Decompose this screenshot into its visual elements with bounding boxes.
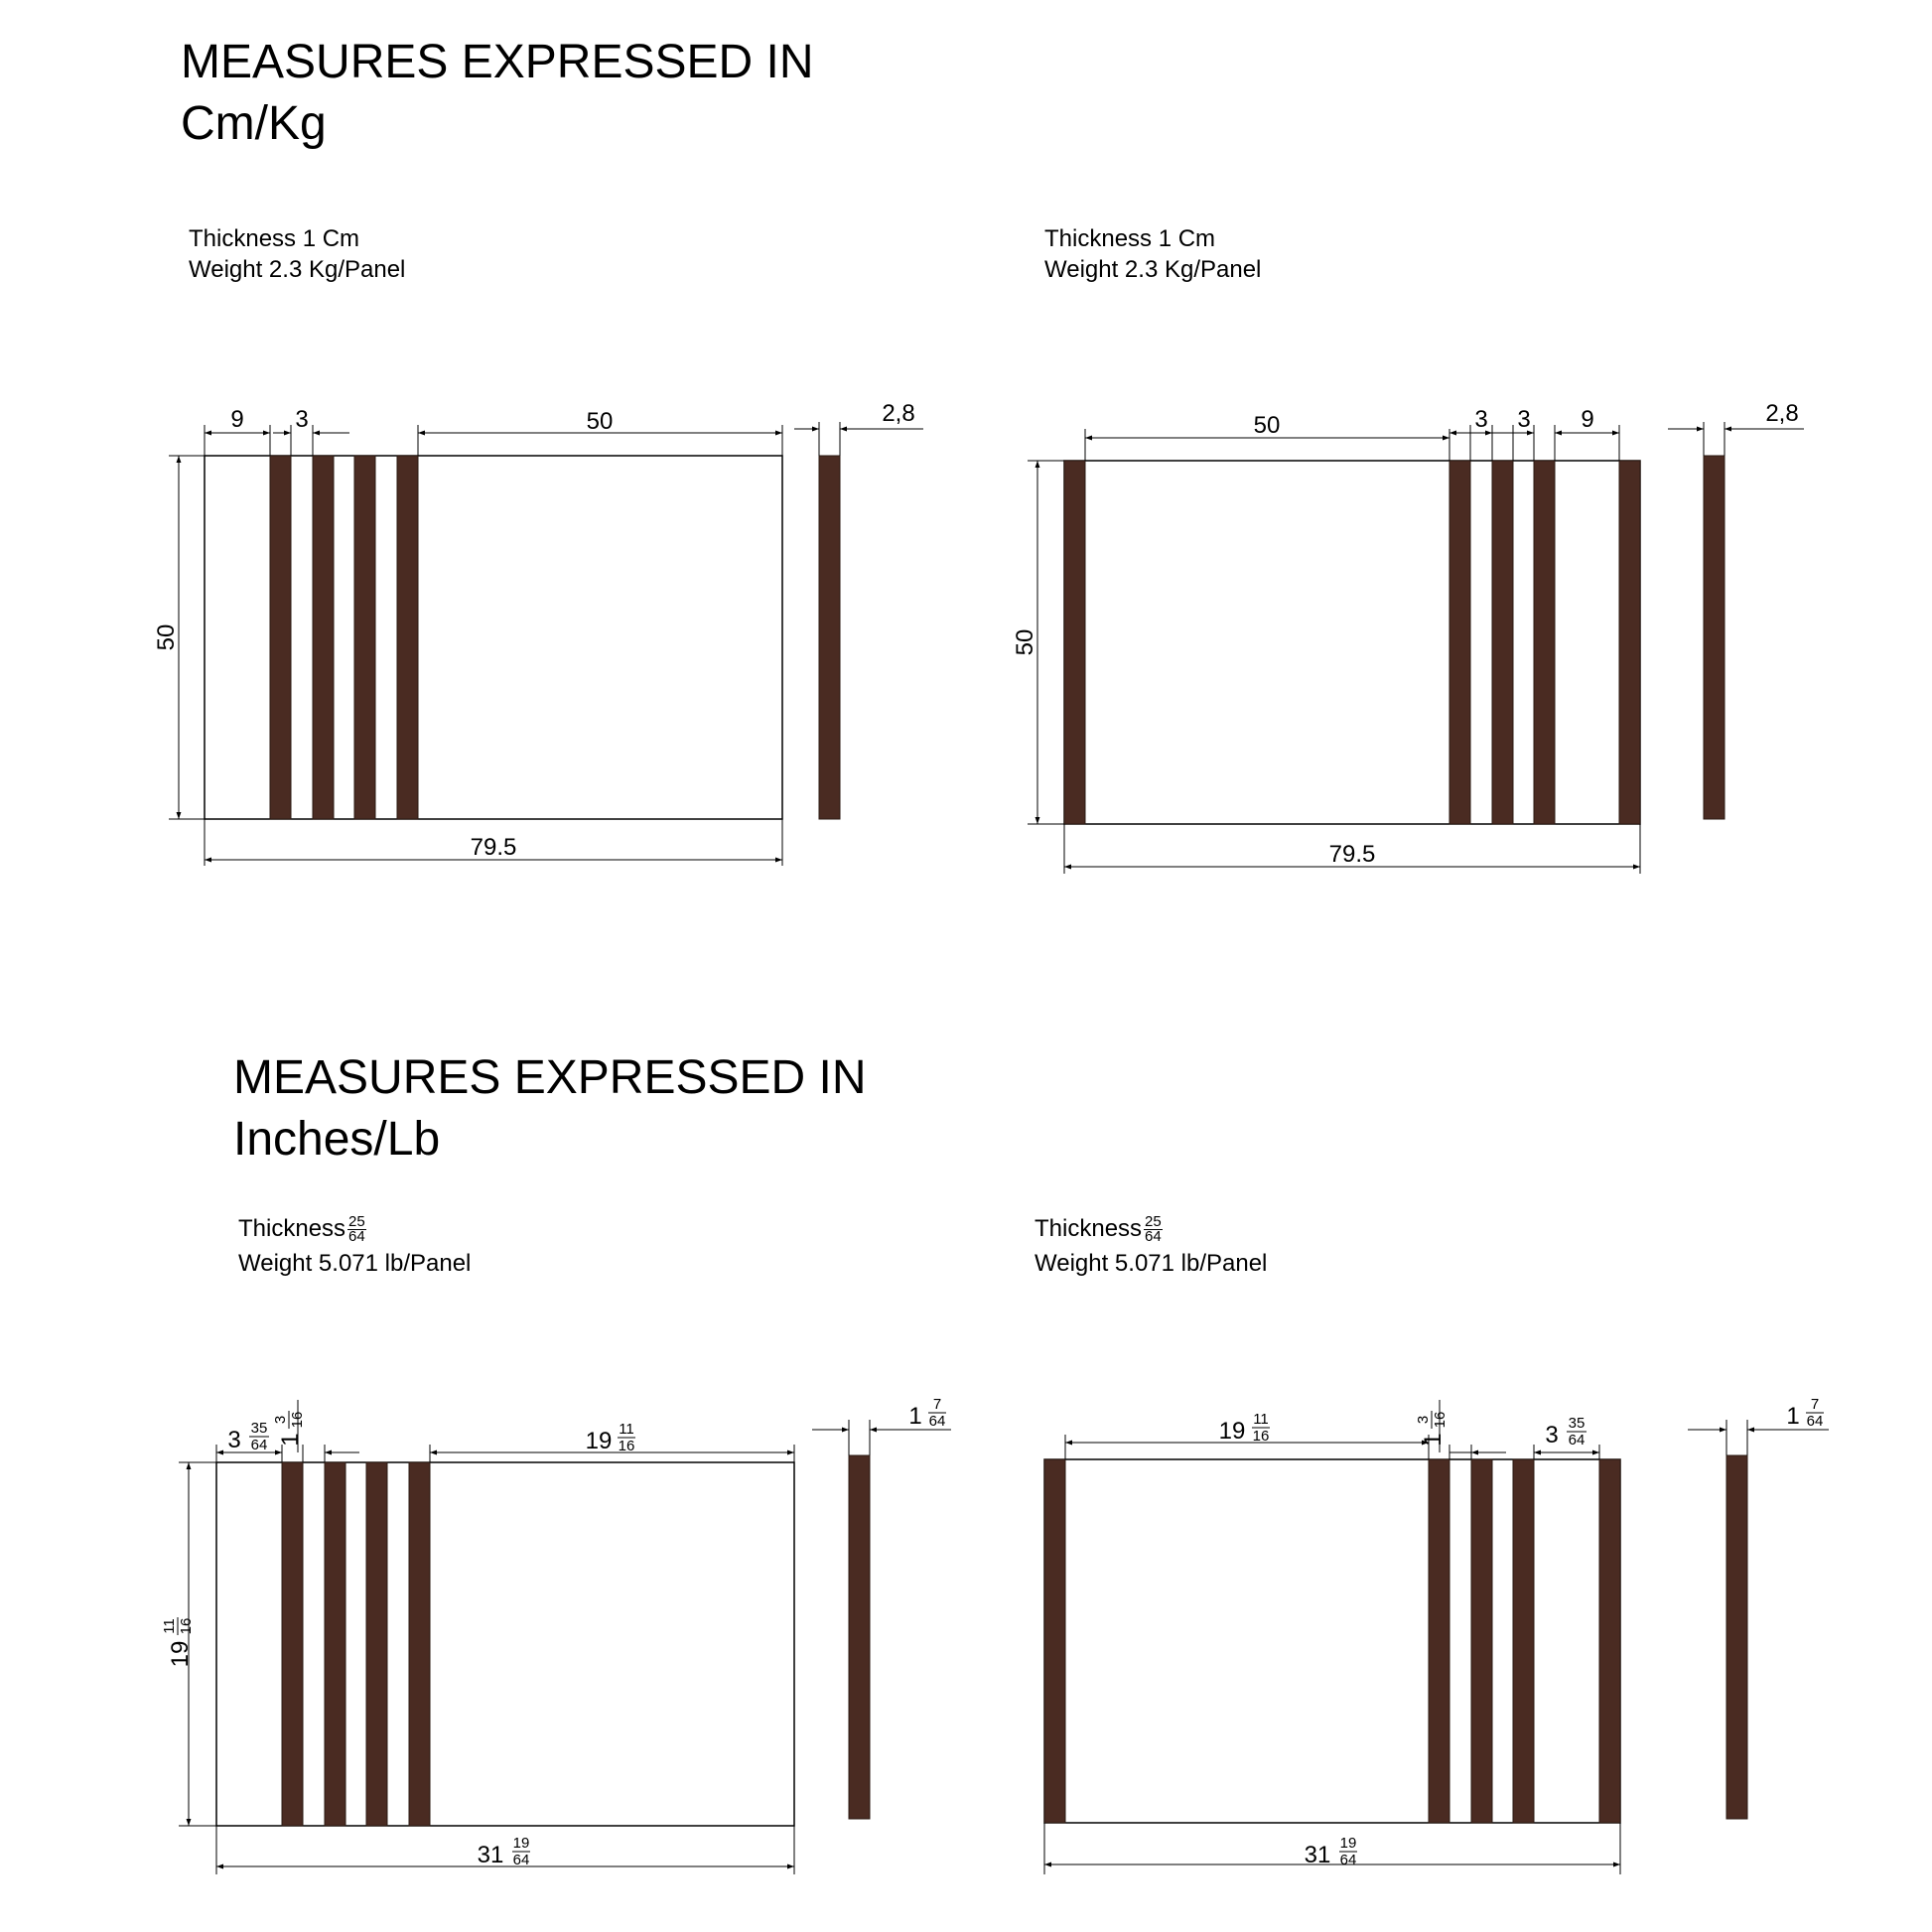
dim-gap-den: 16 bbox=[289, 1411, 306, 1429]
weight-label: Weight 2.3 Kg/Panel bbox=[1044, 256, 1262, 283]
dim-height-whole: 19 bbox=[167, 1640, 194, 1668]
thickness-fraction: $\frac{25}{64}$ bbox=[348, 1213, 365, 1246]
dim-slat-gap: 3 bbox=[1517, 406, 1531, 433]
dim-width-num: 11 bbox=[1253, 1411, 1269, 1428]
dim-offset-whole: 3 bbox=[227, 1427, 241, 1453]
slat bbox=[409, 1462, 430, 1826]
dim-height-num: 11 bbox=[161, 1618, 178, 1634]
dim-depth: 2,8 bbox=[1765, 400, 1799, 427]
dim-gap-num: 3 bbox=[1415, 1415, 1432, 1425]
thickness-label: Thickness $\frac{25}{64}$ bbox=[238, 1213, 365, 1246]
side-profile bbox=[819, 456, 840, 819]
dim-total-den: 64 bbox=[512, 1852, 530, 1868]
slat bbox=[1449, 461, 1470, 824]
slat bbox=[313, 456, 334, 819]
dim-total-num: 19 bbox=[1339, 1835, 1357, 1852]
slat bbox=[1513, 1459, 1534, 1823]
slat bbox=[1492, 461, 1513, 824]
dim-height: 50 bbox=[1012, 628, 1038, 656]
dim-total-width: 79.5 bbox=[1328, 841, 1376, 868]
dim-offset-num: 35 bbox=[250, 1420, 268, 1437]
dim-total-whole: 31 bbox=[477, 1842, 504, 1868]
dim-depth-num: 7 bbox=[1810, 1396, 1820, 1413]
imperial-heading-line2: Inches/Lb bbox=[233, 1113, 441, 1166]
weight-label: Weight 5.071 lb/Panel bbox=[1035, 1250, 1268, 1278]
slat bbox=[1044, 1459, 1065, 1823]
dim-offset-den: 64 bbox=[250, 1437, 268, 1453]
dim-slat-gap: 3 bbox=[1474, 406, 1488, 433]
dim-offset-den: 64 bbox=[1568, 1432, 1586, 1449]
slat bbox=[1429, 1459, 1449, 1823]
dim-depth-den: 64 bbox=[928, 1413, 946, 1430]
dim-width: 50 bbox=[586, 408, 614, 435]
slat bbox=[270, 456, 291, 819]
imperial-heading-line1: MEASURES EXPRESSED IN bbox=[233, 1051, 867, 1104]
imperial-right-panel bbox=[1044, 1396, 1829, 1874]
dim-offset: 9 bbox=[1581, 406, 1594, 433]
slat bbox=[354, 456, 375, 819]
metric-right-panel bbox=[1012, 400, 1804, 874]
dim-slat-gap: 3 bbox=[295, 406, 309, 433]
dim-depth-num: 7 bbox=[932, 1396, 942, 1413]
slat bbox=[1619, 461, 1640, 824]
thickness-label: Thickness 1 Cm bbox=[189, 225, 360, 252]
thickness-fraction: $\frac{25}{64}$ bbox=[1145, 1213, 1162, 1246]
thickness-label: Thickness 1 Cm bbox=[1044, 225, 1216, 252]
dim-total-whole: 31 bbox=[1304, 1842, 1331, 1868]
side-profile bbox=[849, 1455, 870, 1819]
dim-width-whole: 19 bbox=[585, 1428, 613, 1454]
dim-width-den: 16 bbox=[1252, 1428, 1270, 1445]
dim-width: 50 bbox=[1253, 412, 1281, 439]
dim-height-den: 16 bbox=[178, 1617, 195, 1635]
slat bbox=[366, 1462, 387, 1826]
metric-left-panel bbox=[153, 400, 923, 866]
thickness-label: Thickness $\frac{25}{64}$ bbox=[1035, 1213, 1162, 1246]
dim-gap-den: 16 bbox=[1432, 1411, 1449, 1429]
dim-depth-whole: 1 bbox=[908, 1403, 922, 1430]
imperial-left-panel bbox=[161, 1396, 951, 1874]
dimension-lines bbox=[1028, 422, 1804, 874]
slat bbox=[397, 456, 418, 819]
dim-offset-num: 35 bbox=[1568, 1415, 1586, 1432]
dim-gap-num: 3 bbox=[272, 1415, 289, 1425]
dim-total-width: 79.5 bbox=[470, 834, 517, 861]
weight-label: Weight 2.3 Kg/Panel bbox=[189, 256, 406, 283]
slat bbox=[282, 1462, 303, 1826]
dim-depth-whole: 1 bbox=[1786, 1403, 1800, 1430]
metric-heading-line1: MEASURES EXPRESSED IN bbox=[181, 36, 814, 88]
dim-width-den: 16 bbox=[618, 1438, 635, 1454]
dim-offset: 9 bbox=[230, 406, 244, 433]
dim-gap-whole: 1 bbox=[277, 1433, 304, 1447]
dim-total-num: 19 bbox=[512, 1835, 530, 1852]
weight-label: Weight 5.071 lb/Panel bbox=[238, 1250, 472, 1278]
side-profile bbox=[1704, 456, 1725, 819]
dim-height: 50 bbox=[153, 623, 180, 651]
slat bbox=[1599, 1459, 1620, 1823]
dim-depth-den: 64 bbox=[1806, 1413, 1824, 1430]
dim-depth: 2,8 bbox=[882, 400, 915, 427]
slat bbox=[325, 1462, 345, 1826]
metric-heading-line2: Cm/Kg bbox=[181, 97, 327, 150]
slat bbox=[1064, 461, 1085, 824]
side-profile bbox=[1726, 1455, 1747, 1819]
dim-width-num: 11 bbox=[619, 1421, 634, 1438]
slat bbox=[1534, 461, 1555, 824]
dim-gap-whole: 1 bbox=[1420, 1433, 1447, 1447]
slat bbox=[1471, 1459, 1492, 1823]
dim-width-whole: 19 bbox=[1218, 1418, 1246, 1445]
dim-offset-whole: 3 bbox=[1545, 1422, 1559, 1449]
dim-total-den: 64 bbox=[1339, 1852, 1357, 1868]
